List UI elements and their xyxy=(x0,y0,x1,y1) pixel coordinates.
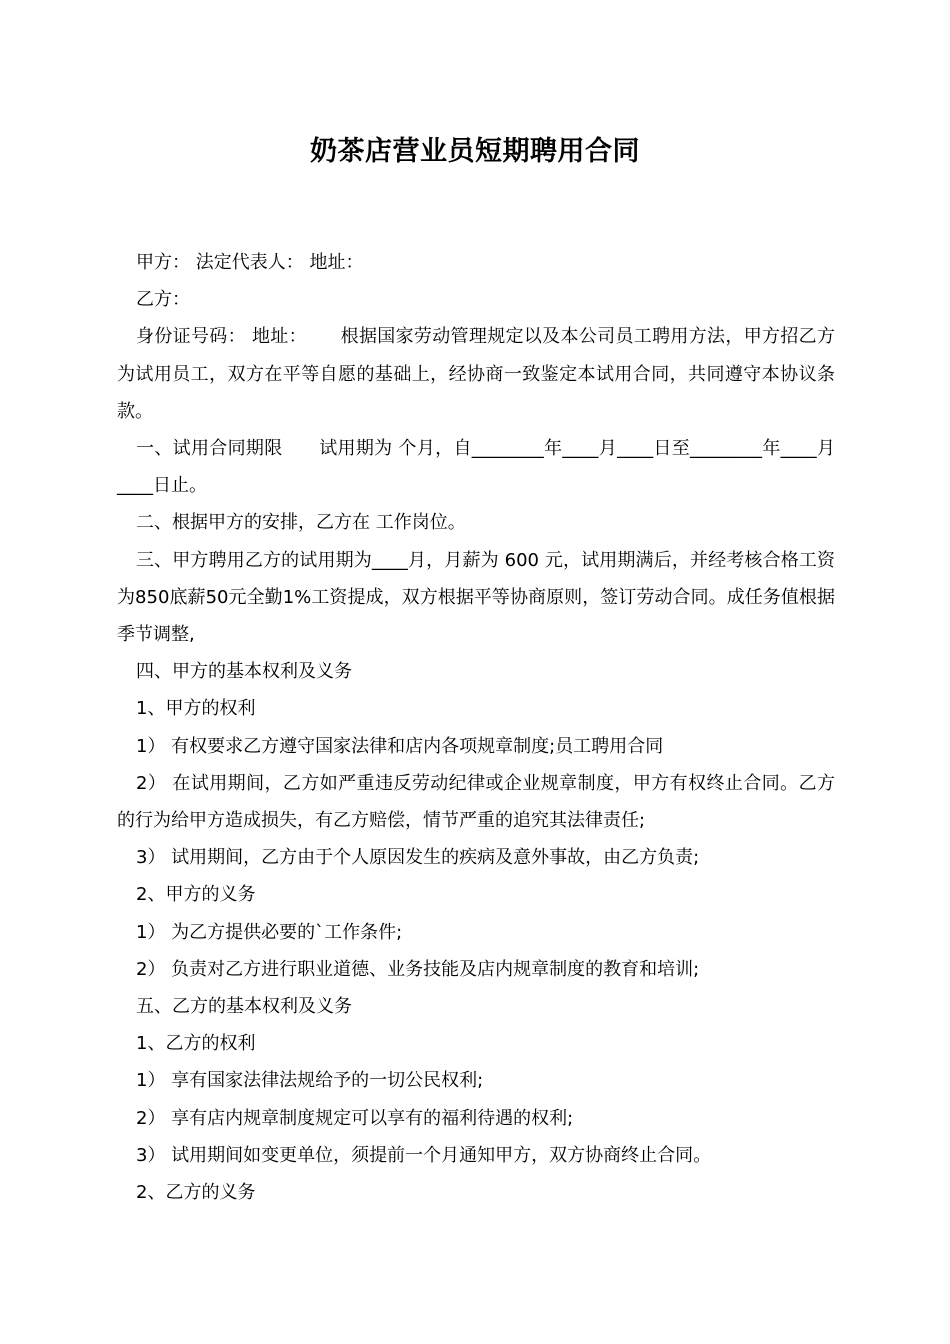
paragraph-party-a-right-3: 3） 试用期间，乙方由于个人原因发生的疾病及意外事故，由乙方负责; xyxy=(136,847,700,869)
document-body xyxy=(117,244,835,1211)
paragraph-party-b-duties-heading: 2、乙方的义务 xyxy=(136,1182,256,1204)
paragraph-party-a-right-1: 1） 有权要求乙方遵守国家法律和店内各项规章制度;员工聘用合同 xyxy=(136,735,664,757)
paragraph-section-5-heading: 五、乙方的基本权利及义务 xyxy=(136,996,352,1018)
paragraph-party-b-right-3: 3） 试用期间如变更单位，须提前一个月通知甲方，双方协商终止合同。 xyxy=(136,1144,712,1166)
paragraph-section-1: 一、试用合同期限 试用期为 个月，自________年____月____日至________年____月____日止。 xyxy=(117,438,835,497)
paragraph-party-a-duty-1: 1） 为乙方提供必要的`工作条件; xyxy=(136,921,403,943)
paragraph-party-a-duty-2: 2） 负责对乙方进行职业道德、业务技能及店内规章制度的教育和培训; xyxy=(136,958,700,980)
paragraph-party-b-rights-heading: 1、乙方的权利 xyxy=(136,1033,256,1055)
paragraph-section-3: 三、甲方聘用乙方的试用期为____月，月薪为 600 元，试用期满后，并经考核合格工资为850底薪50元全勤1%工资提成，双方根据平等协商原则，签订劳动合同。成任务值根据季节调整, xyxy=(117,549,835,646)
paragraph-party-b-right-1: 1） 享有国家法律法规给予的一切公民权利; xyxy=(136,1070,484,1092)
paragraph-section-2: 二、根据甲方的安排，乙方在 工作岗位。 xyxy=(136,512,466,534)
paragraph-party-a: 甲方： 法定代表人： 地址： xyxy=(136,252,364,273)
paragraph-party-a-rights-heading: 1、甲方的权利 xyxy=(136,698,256,720)
paragraph-party-a-duties-heading: 2、甲方的义务 xyxy=(136,884,256,906)
paragraph-party-b: 乙方： xyxy=(136,289,190,311)
paragraph-intro: 身份证号码： 地址： 根据国家劳动管理规定以及本公司员工聘用方法，甲方招乙方为试用员工，双方在平等自愿的基础上，经协商一致鉴定本试用合同，共同遵守本协议条款。 xyxy=(117,326,835,422)
paragraph-party-b-right-2: 2） 享有店内规章制度规定可以享有的福利待遇的权利; xyxy=(136,1107,574,1129)
paragraph-party-a-right-2: 2） 在试用期间，乙方如严重违反劳动纪律或企业规章制度，甲方有权终止合同。乙方的行为给甲方造成损失，有乙方赔偿，情节严重的追究其法律责任; xyxy=(117,772,835,832)
paragraph-section-4-heading: 四、甲方的基本权利及义务 xyxy=(136,661,352,683)
document-title: 奶茶店营业员短期聘用合同 xyxy=(310,136,640,167)
